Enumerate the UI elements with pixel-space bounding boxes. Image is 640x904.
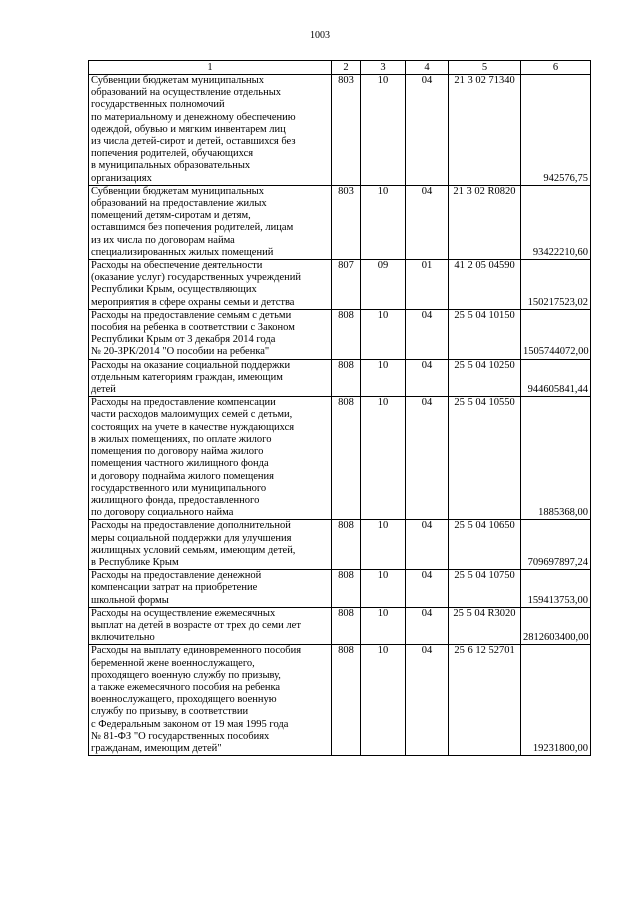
row-target-code: 25 6 12 52701 [449,645,521,756]
row-name: Расходы на выплату единовременного пособия беременной жене военнослужащего, проходящего военную службу по призыву, а также ежемесячного пособия на ребенка военнослужащего, проходящего военную службу по призыву, в соответствии с Федеральным законом от 19 мая 1995 года № 81-ФЗ "О государственных пособиях гражданам, имеющим детей" [89,645,332,756]
row-amount: 150217523,02 [521,260,591,310]
row-target-code: 21 3 02 R0820 [449,185,521,259]
row-subsection-code: 04 [406,607,449,645]
table-row [89,309,591,359]
row-subsection-code: 04 [406,309,449,359]
row-section-code: 10 [361,397,406,520]
table-row [89,570,591,608]
row-section-code: 10 [361,185,406,259]
row-name: Расходы на предоставление дополнительной меры социальной поддержки для улучшения жилищных условий семьям, имеющим детей, в Республике Крым [89,520,332,570]
row-section-code: 10 [361,645,406,756]
row-name: Расходы на обеспечение деятельности (оказание услуг) государственных учреждений Республики Крым, осуществляющих мероприятия в сфере охраны семьи и детства [89,260,332,310]
row-target-code: 25 5 04 10650 [449,520,521,570]
row-subsection-code: 04 [406,645,449,756]
row-section-code: 10 [361,359,406,397]
row-target-code: 25 5 04 10550 [449,397,521,520]
table-row [89,185,591,259]
row-ministry-code: 808 [332,645,361,756]
row-amount: 93422210,60 [521,185,591,259]
row-target-code: 25 5 04 10750 [449,570,521,608]
row-target-code: 25 5 04 10250 [449,359,521,397]
row-ministry-code: 807 [332,260,361,310]
row-amount: 1505744072,00 [521,309,591,359]
row-subsection-code: 04 [406,359,449,397]
row-section-code: 10 [361,309,406,359]
row-amount: 19231800,00 [521,645,591,756]
row-amount: 709697897,24 [521,520,591,570]
row-ministry-code: 808 [332,309,361,359]
header-col-1: 1 [89,61,332,75]
row-section-code: 09 [361,260,406,310]
header-col-4: 4 [406,61,449,75]
table-row [89,260,591,310]
row-target-code: 41 2 05 04590 [449,260,521,310]
row-subsection-code: 01 [406,260,449,310]
row-ministry-code: 808 [332,359,361,397]
row-name: Расходы на предоставление денежной компенсации затрат на приобретение школьной формы [89,570,332,608]
row-name: Субвенции бюджетам муниципальных образований на осуществление отдельных государственных полномочий по материальному и денежному обеспечению одеждой, обувью и мягким инвентарем лиц из числа детей-сирот и детей, оставшихся без попечения родителей, обучающихся в муниципальных образовательных организациях [89,75,332,186]
table-row [89,397,591,520]
table-row [89,520,591,570]
row-name: Субвенции бюджетам муниципальных образований на предоставление жилых помещений детям-сиротам и детям, оставшимся без попечения родителей, лицам из их числа по договорам найма специализированных жилых помещений [89,185,332,259]
row-amount: 944605841,44 [521,359,591,397]
header-col-6: 6 [521,61,591,75]
budget-table [88,60,591,756]
row-amount: 2812603400,00 [521,607,591,645]
table-row [89,359,591,397]
row-ministry-code: 803 [332,75,361,186]
row-subsection-code: 04 [406,570,449,608]
row-subsection-code: 04 [406,75,449,186]
row-subsection-code: 04 [406,397,449,520]
row-amount: 159413753,00 [521,570,591,608]
row-ministry-code: 808 [332,607,361,645]
row-section-code: 10 [361,520,406,570]
row-subsection-code: 04 [406,520,449,570]
row-target-code: 25 5 04 10150 [449,309,521,359]
row-target-code: 21 3 02 71340 [449,75,521,186]
row-ministry-code: 808 [332,397,361,520]
row-name: Расходы на оказание социальной поддержки отдельным категориям граждан, имеющим детей [89,359,332,397]
row-target-code: 25 5 04 R3020 [449,607,521,645]
header-col-2: 2 [332,61,361,75]
row-ministry-code: 808 [332,520,361,570]
row-subsection-code: 04 [406,185,449,259]
row-ministry-code: 808 [332,570,361,608]
row-section-code: 10 [361,607,406,645]
row-amount: 942576,75 [521,75,591,186]
table-header-row [89,61,591,75]
header-col-3: 3 [361,61,406,75]
table-row [89,645,591,756]
row-name: Расходы на предоставление семьям с детьми пособия на ребенка в соответствии с Законом Республики Крым от 3 декабря 2014 года № 20-ЗРК/2014 "О пособии на ребенка" [89,309,332,359]
row-amount: 1885368,00 [521,397,591,520]
page-number: 1003 [310,30,330,41]
row-section-code: 10 [361,75,406,186]
row-ministry-code: 803 [332,185,361,259]
header-col-5: 5 [449,61,521,75]
row-section-code: 10 [361,570,406,608]
table-row [89,607,591,645]
row-name: Расходы на осуществление ежемесячных выплат на детей в возрасте от трех до семи лет включительно [89,607,332,645]
table-row [89,75,591,186]
row-name: Расходы на предоставление компенсации части расходов малоимущих семей с детьми, состоящих на учете в качестве нуждающихся в жилых помещениях, по оплате жилого помещения по договору найма жилого помещения частного жилищного фонда и договору поднайма жилого помещения государственного или муниципального жилищного фонда, предоставленного по договору социального найма [89,397,332,520]
